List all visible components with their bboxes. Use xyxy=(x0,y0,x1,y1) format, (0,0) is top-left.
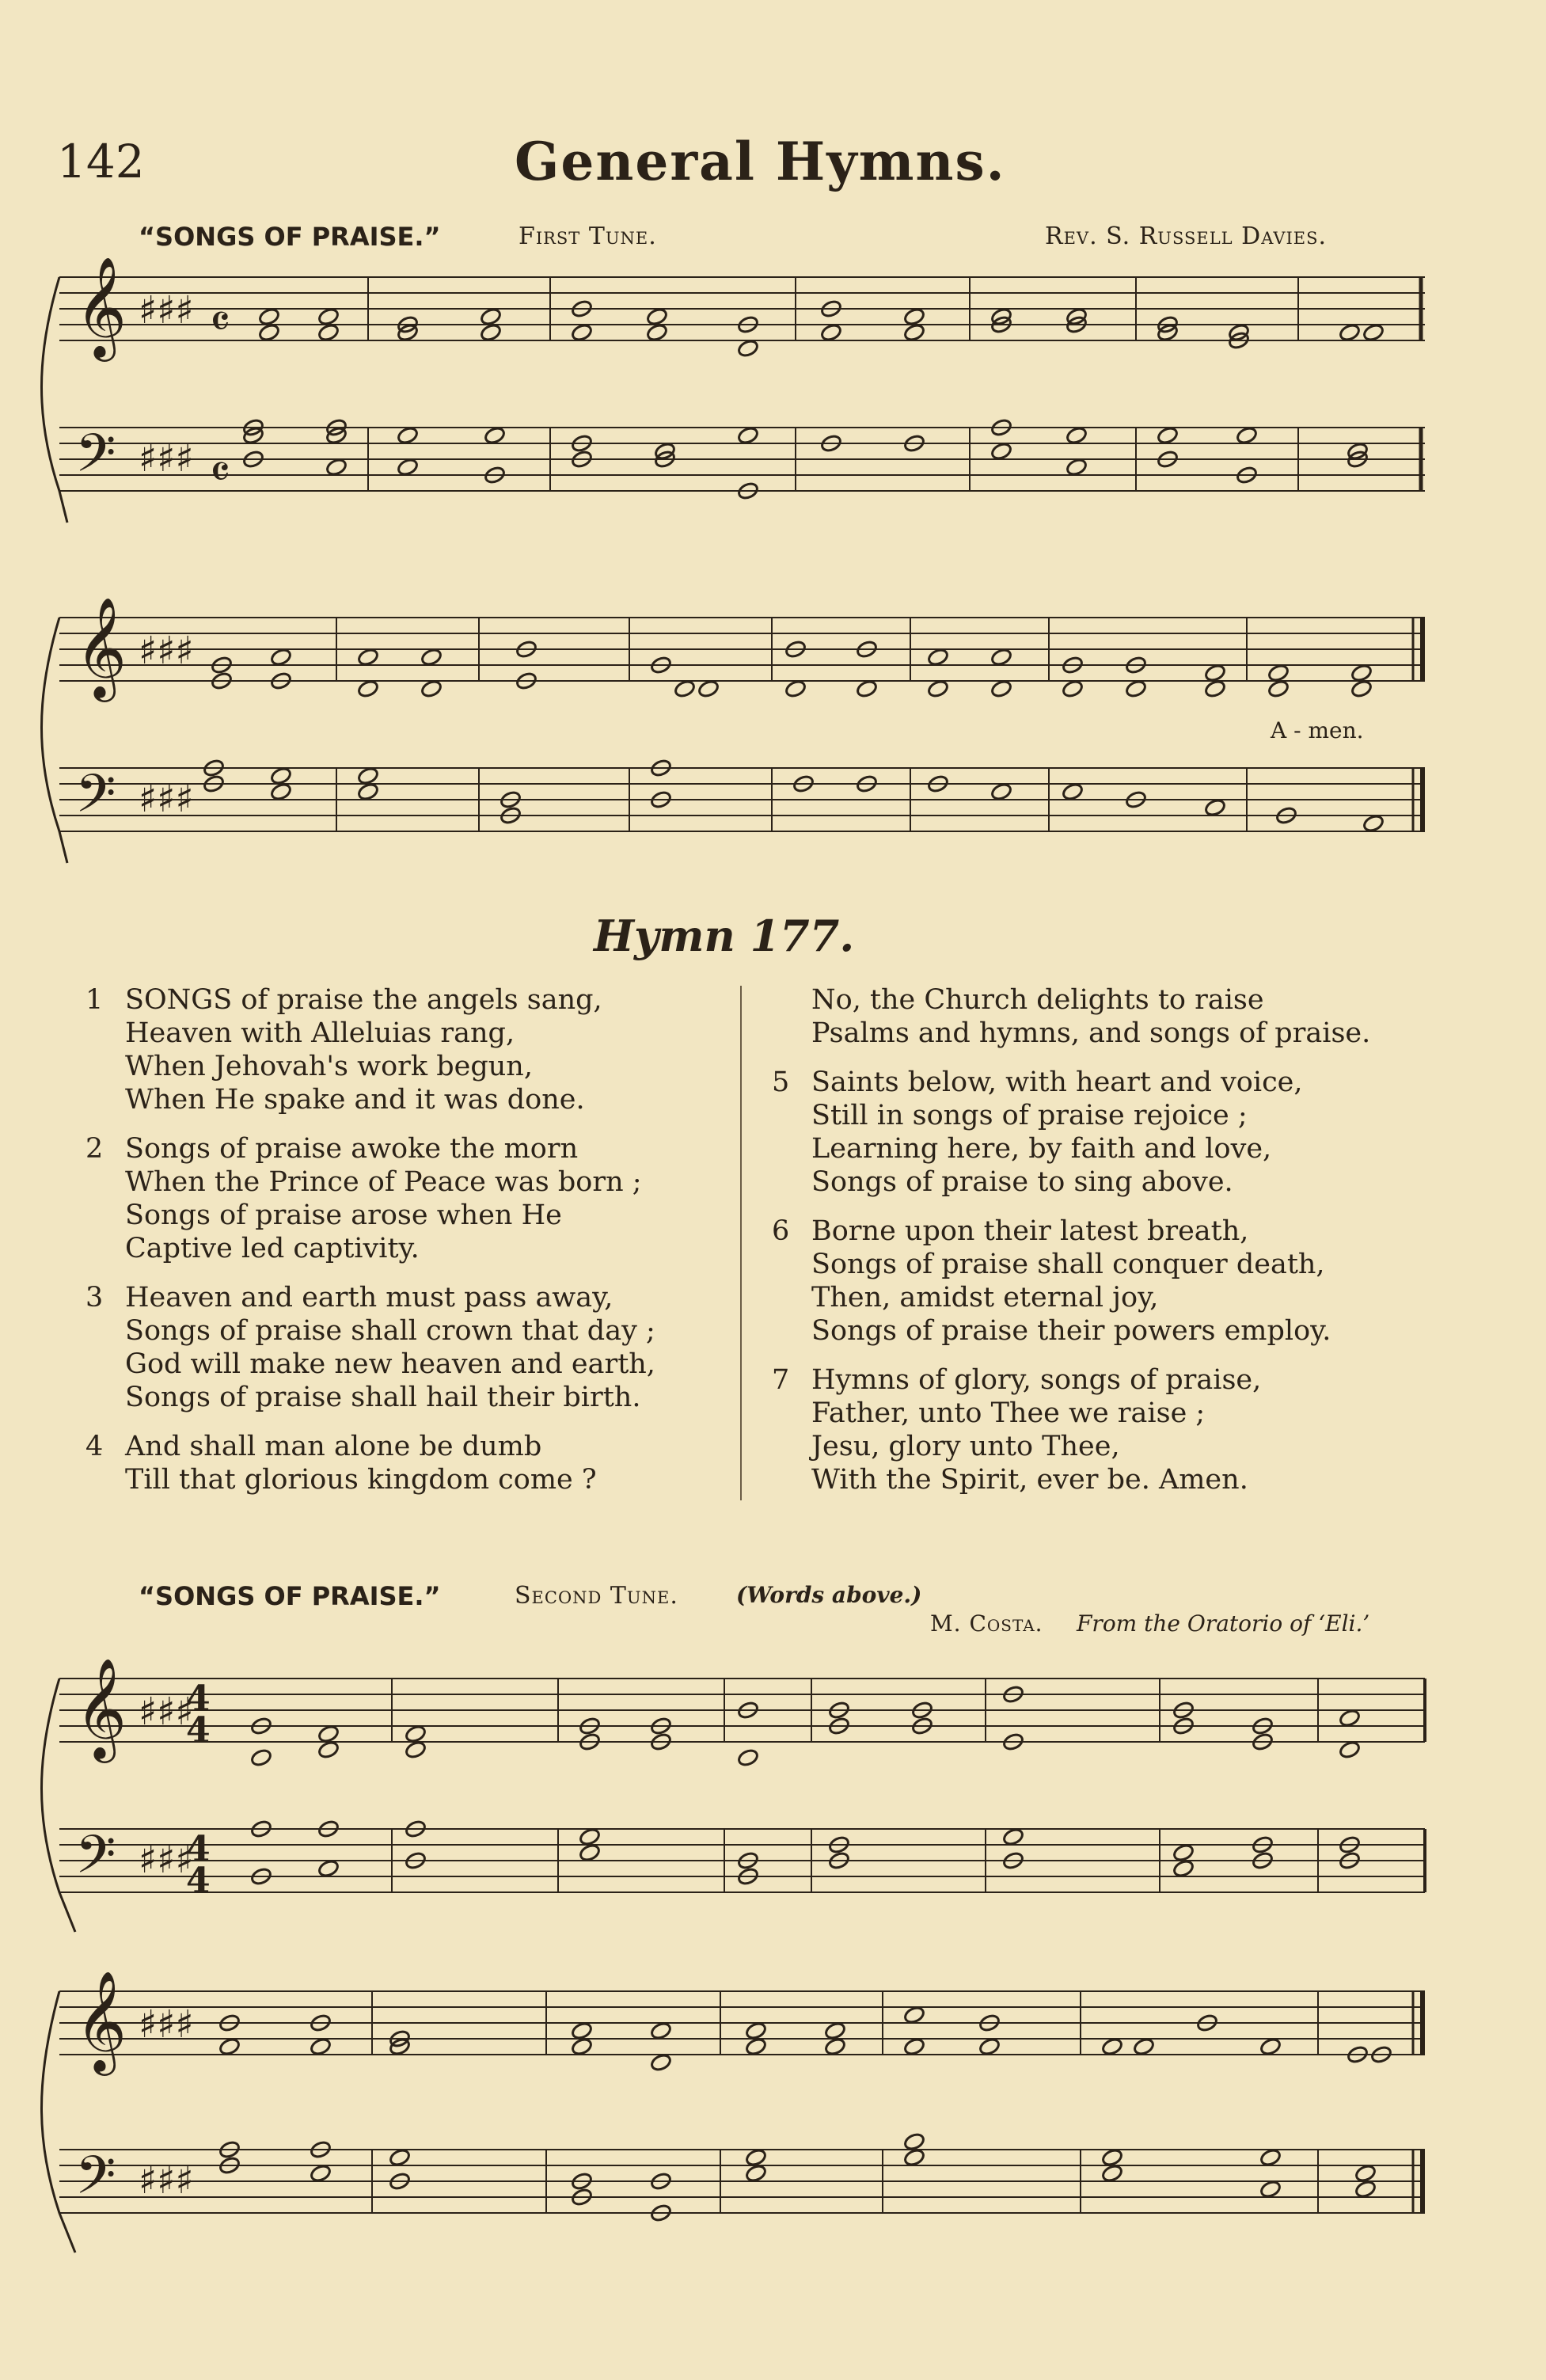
svg-text:♯♯♯: ♯♯♯ xyxy=(139,629,194,673)
verse-3 xyxy=(85,1281,719,1414)
verse-line: When He spake and it was done. xyxy=(125,1084,585,1116)
verse-line: Songs of praise awoke the morn xyxy=(125,1133,579,1165)
second-tune-note: (Words above.) xyxy=(736,1582,922,1608)
verse-line: SONGS of praise the angels sang, xyxy=(125,984,602,1016)
verse-line: Father, unto Thee we raise ; xyxy=(811,1397,1206,1429)
second-tune-title: “SONGS OF PRAISE.” xyxy=(139,1581,441,1611)
verse-4 xyxy=(85,1430,719,1496)
second-tune-system-2 xyxy=(51,1960,1445,2276)
svg-text:𝄴: 𝄴 xyxy=(210,295,230,348)
svg-text:𝄞: 𝄞 xyxy=(75,1970,127,2071)
amen-lyric: A - men. xyxy=(1271,717,1364,743)
verse-line: Songs of praise shall conquer death, xyxy=(811,1249,1325,1280)
svg-text:4: 4 xyxy=(186,1710,211,1751)
svg-text:♯♯♯: ♯♯♯ xyxy=(139,2158,194,2203)
verse-5 xyxy=(772,1066,1468,1199)
verse-2 xyxy=(85,1132,719,1265)
verse-line: No, the Church delights to raise xyxy=(811,984,1264,1016)
svg-text:♯♯♯: ♯♯♯ xyxy=(139,436,194,481)
verse-line: Songs of praise shall crown that day ; xyxy=(125,1315,655,1347)
verse-line: Hymns of glory, songs of praise, xyxy=(811,1364,1262,1396)
svg-text:♯♯♯: ♯♯♯ xyxy=(139,1838,194,1882)
verse-line: Learning here, by faith and love, xyxy=(811,1133,1272,1165)
hymn-text-left-column xyxy=(85,983,719,1512)
svg-text:♯♯♯: ♯♯♯ xyxy=(139,777,194,821)
verse-line: And shall man alone be dumb xyxy=(125,1431,542,1462)
verse-number: 3 xyxy=(85,1282,104,1314)
verse-line: Till that glorious kingdom come ? xyxy=(125,1464,597,1496)
verse-line: When the Prince of Peace was born ; xyxy=(125,1166,642,1198)
verse-line: Songs of praise shall hail their birth. xyxy=(125,1382,641,1413)
verse-7 xyxy=(772,1363,1468,1496)
verse-6 xyxy=(772,1215,1468,1348)
verse-line: Borne upon their latest breath, xyxy=(811,1215,1249,1247)
verse-number: 4 xyxy=(85,1431,104,1462)
svg-text:4: 4 xyxy=(186,1829,211,1869)
svg-text:♯♯♯: ♯♯♯ xyxy=(139,2002,194,2047)
running-title: General Hymns. xyxy=(515,131,1006,192)
verse-4-continued xyxy=(772,983,1468,1050)
verse-number: 7 xyxy=(772,1364,790,1396)
verse-line: Heaven and earth must pass away, xyxy=(125,1282,613,1314)
verse-line: Songs of praise to sing above. xyxy=(811,1166,1233,1198)
svg-text:𝄢: 𝄢 xyxy=(75,1824,116,1898)
verse-line: God will make new heaven and earth, xyxy=(125,1348,655,1380)
svg-text:𝄞: 𝄞 xyxy=(75,1657,127,1758)
verse-line: Heaven with Alleluias rang, xyxy=(125,1017,515,1049)
verse-line: Jesu, glory unto Thee, xyxy=(811,1431,1120,1462)
verse-line: Captive led captivity. xyxy=(125,1233,420,1264)
verse-line: Psalms and hymns, and songs of praise. xyxy=(811,1017,1371,1049)
verse-line: With the Spirit, ever be. Amen. xyxy=(811,1464,1248,1496)
verse-number: 5 xyxy=(772,1066,790,1098)
second-tune-label: Second Tune. xyxy=(515,1582,678,1610)
svg-text:𝄞: 𝄞 xyxy=(75,256,127,357)
verse-line: When Jehovah's work begun, xyxy=(125,1051,533,1082)
verse-line: Saints below, with heart and voice, xyxy=(811,1066,1303,1098)
first-tune-system-1 xyxy=(51,256,1445,546)
verse-line: Then, amidst eternal joy, xyxy=(811,1282,1159,1314)
svg-text:𝄢: 𝄢 xyxy=(75,763,116,837)
hymn-text-right-column xyxy=(772,983,1468,1512)
svg-text:♯♯♯: ♯♯♯ xyxy=(139,288,194,333)
verse-number: 1 xyxy=(85,984,104,1016)
svg-text:4: 4 xyxy=(186,1861,211,1901)
svg-text:𝄢: 𝄢 xyxy=(75,423,116,496)
hymn-title: Hymn 177. xyxy=(594,911,855,961)
first-tune-label: First Tune. xyxy=(518,222,657,250)
svg-text:𝄞: 𝄞 xyxy=(75,596,127,698)
second-tune-composer: M. Costa. xyxy=(930,1610,1043,1637)
svg-text:𝄴: 𝄴 xyxy=(210,445,230,499)
svg-text:𝄢: 𝄢 xyxy=(75,2145,116,2218)
first-tune-composer: Rev. S. Russell Davies. xyxy=(1045,222,1328,250)
verse-number: 6 xyxy=(772,1215,790,1247)
verse-line: Songs of praise arose when He xyxy=(125,1200,562,1231)
page-number: 142 xyxy=(57,135,145,188)
first-tune-system-2 xyxy=(51,586,1445,895)
first-tune-title: “SONGS OF PRAISE.” xyxy=(139,222,441,252)
verse-number: 2 xyxy=(85,1133,104,1165)
verse-line: Still in songs of praise rejoice ; xyxy=(811,1100,1248,1131)
verse-line: Songs of praise their powers employ. xyxy=(811,1315,1331,1347)
verse-1 xyxy=(85,983,719,1116)
second-tune-source: From the Oratorio of ‘Eli.’ xyxy=(1077,1610,1370,1637)
svg-text:4: 4 xyxy=(186,1679,211,1719)
svg-text:♯♯♯: ♯♯♯ xyxy=(139,1690,194,1734)
second-tune-system-1 xyxy=(51,1647,1445,1948)
column-divider xyxy=(740,986,742,1500)
